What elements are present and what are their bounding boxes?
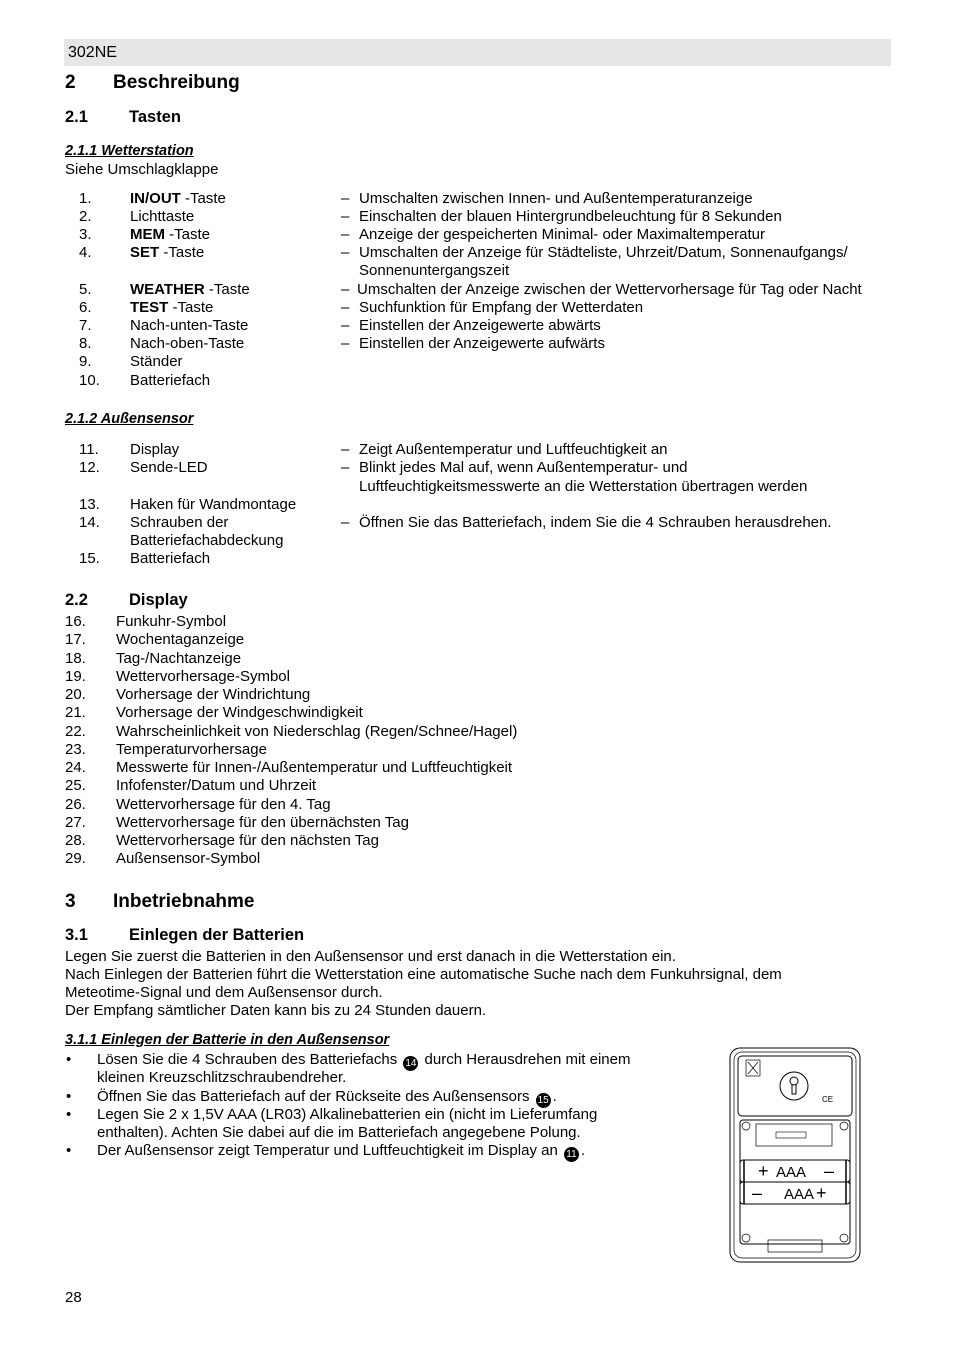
list-item <box>0 208 954 226</box>
battery-label: AAA <box>784 1186 815 1203</box>
bullet-icon: • <box>66 1051 72 1068</box>
item-number: 24. <box>65 759 86 776</box>
paragraph: Meteotime-Signal und dem Außensensor durch. <box>65 984 383 1001</box>
subsection-title: Display <box>129 591 188 609</box>
item-name-text: Nach-unten-Taste <box>130 317 249 334</box>
item-name <box>130 335 244 353</box>
item-name: Funkuhr-Symbol <box>116 613 227 630</box>
ref-number-icon: 14 <box>405 1058 417 1069</box>
item-number: 6. <box>79 299 92 316</box>
item-name-text: Nach-oben-Taste <box>130 335 245 352</box>
subsubsection-title: 2.1.1 Wetterstation <box>65 143 194 159</box>
page-number: 28 <box>65 1289 82 1306</box>
item-name-text: -Taste <box>180 190 226 207</box>
dash-separator: – <box>341 226 350 243</box>
list-item <box>0 759 954 777</box>
bullet-text: Der Außensensor zeigt Temperatur und Luftfeuchtigkeit im Display an 11 . <box>97 1142 586 1160</box>
item-number: 17. <box>65 631 86 649</box>
bullet-icon: • <box>66 1106 72 1123</box>
item-name <box>130 190 226 208</box>
dash-separator: – <box>341 281 350 298</box>
item-name-bold: TEST <box>130 299 169 316</box>
dash-separator: – <box>341 208 350 225</box>
subsection-number: 3.1 <box>65 926 88 944</box>
dash-separator: – <box>341 190 350 207</box>
list-item <box>0 244 954 279</box>
item-name: Wettervorhersage für den 4. Tag <box>116 795 331 813</box>
item-name: Wettervorhersage für den nächsten Tag <box>116 832 379 849</box>
item-name: Wettervorhersage für den übernächsten Tag <box>116 813 409 831</box>
battery-label: – <box>752 1183 763 1203</box>
list-item <box>0 335 954 353</box>
item-number: 27. <box>65 813 86 831</box>
item-name: Infofenster/Datum und Uhrzeit <box>116 777 317 795</box>
battery-label: – <box>824 1161 835 1181</box>
list-item <box>0 441 954 459</box>
ref-number-icon: 11 <box>564 1147 579 1162</box>
list-item <box>0 496 954 514</box>
item-description: Einstellen der Anzeigewerte aufwärts <box>359 335 605 352</box>
bullet-text: Legen Sie 2 x 1,5V AAA (LR03) Alkalinebatterien ein (nicht im Lieferumfang <box>97 1106 598 1123</box>
item-description: Einstellen der Anzeigewerte abwärts <box>359 317 601 334</box>
list-item <box>0 514 954 549</box>
item-number: 16. <box>65 613 86 630</box>
item-number: 22. <box>65 722 86 740</box>
sensor-battery-compartment-illustration <box>726 1046 864 1264</box>
item-name-text: Batteriefach <box>130 372 211 389</box>
note-text: Siehe Umschlagklappe <box>65 161 219 178</box>
item-number: 11. <box>79 441 99 458</box>
item-description: Umschalten zwischen Innen- und Außentemperaturanzeige <box>359 190 753 207</box>
item-number: 9. <box>79 353 92 370</box>
item-number: 4. <box>79 244 92 261</box>
list-item <box>0 777 954 795</box>
dash-separator: – <box>341 317 350 334</box>
item-name: Sende-LED <box>130 459 208 476</box>
item-number: 5. <box>79 281 92 298</box>
section-title: Beschreibung <box>113 72 240 93</box>
item-name <box>130 299 213 317</box>
item-name-cont: Batteriefachabdeckung <box>130 532 284 549</box>
list-item <box>0 299 954 317</box>
item-name: Messwerte für Innen-/Außentemperatur und Luftfeuchtigkeit <box>116 759 513 776</box>
item-number: 13. <box>79 496 100 513</box>
item-number: 14. <box>79 514 100 531</box>
item-name: Tag-/Nachtanzeige <box>116 649 242 667</box>
list-item <box>0 459 954 495</box>
dash-separator: – <box>341 441 350 458</box>
list-item <box>0 796 954 814</box>
item-name: Haken für Wandmontage <box>130 496 297 513</box>
list-item <box>0 741 954 759</box>
list-item <box>0 550 954 568</box>
list-item <box>0 281 954 299</box>
item-name: Außensensor-Symbol <box>116 850 261 868</box>
list-item <box>0 190 954 208</box>
item-name: Display <box>130 441 180 458</box>
dash-separator: – <box>341 459 350 476</box>
item-number: 25. <box>65 777 86 795</box>
item-name-bold: SET <box>130 244 160 261</box>
paragraph: Der Empfang sämtlicher Daten kann bis zu 24 Stunden dauern. <box>65 1002 487 1019</box>
bullet-text: kleinen Kreuzschlitzschraubendreher. <box>97 1069 347 1086</box>
bullet-icon: • <box>66 1142 72 1159</box>
bullet-text: Lösen Sie die 4 Schrauben des Batteriefachs 14 durch Herausdrehen mit einem <box>97 1051 631 1069</box>
item-number: 12. <box>79 459 100 476</box>
paragraph: Nach Einlegen der Batterien führt die Wetterstation eine automatische Suche nach dem Funkuhrsignal, dem <box>65 966 782 983</box>
list-item <box>0 226 954 244</box>
item-name-text: -Taste <box>165 226 211 243</box>
list-item <box>0 372 954 390</box>
item-name-text: Ständer <box>130 353 183 370</box>
dash-separator: – <box>341 335 350 352</box>
item-name: Wochentaganzeige <box>116 631 245 649</box>
battery-label: AAA <box>776 1164 807 1181</box>
item-description: Anzeige der gespeicherten Minimal- oder Maximaltemperatur <box>359 226 766 243</box>
item-name-bold: WEATHER <box>130 281 205 298</box>
list-item <box>0 723 954 741</box>
subsection-number: 2.2 <box>65 591 88 609</box>
item-name-bold: IN/OUT <box>130 190 181 207</box>
item-description: Zeigt Außentemperatur und Luftfeuchtigkeit an <box>359 441 668 458</box>
list-item <box>0 704 954 722</box>
item-number: 18. <box>65 649 86 667</box>
dash-separator: – <box>341 514 350 531</box>
model-header-bar <box>64 39 891 66</box>
item-number: 28. <box>65 832 86 849</box>
item-description: Öffnen Sie das Batteriefach, indem Sie die 4 Schrauben herausdrehen. <box>359 514 832 531</box>
item-name: Batteriefach <box>130 550 211 567</box>
dash-separator: – <box>341 244 350 261</box>
list-item <box>0 631 954 649</box>
list-item <box>0 650 954 668</box>
item-number: 2. <box>79 208 92 225</box>
list-item <box>0 353 954 371</box>
item-name: Vorhersage der Windrichtung <box>116 686 311 703</box>
item-name <box>130 244 204 262</box>
subsection-number: 2.1 <box>65 108 88 126</box>
item-name: Wahrscheinlichkeit von Niederschlag (Regen/Schnee/Hagel) <box>116 722 518 740</box>
item-number: 15. <box>79 550 100 567</box>
item-name <box>130 353 183 371</box>
list-item <box>0 317 954 335</box>
subsection-title: Tasten <box>129 108 181 126</box>
item-description: Blinkt jedes Mal auf, wenn Außentemperatur- und <box>359 459 688 476</box>
battery-label: + <box>758 1161 769 1181</box>
subsection-title: Einlegen der Batterien <box>129 926 305 944</box>
item-description: Umschalten der Anzeige zwischen der Wettervorhersage für Tag oder Nacht <box>357 281 862 298</box>
dash-separator: – <box>341 299 350 316</box>
item-name <box>130 226 210 244</box>
item-description: Einschalten der blauen Hintergrundbeleuchtung für 8 Sekunden <box>359 208 782 225</box>
item-number: 3. <box>79 226 92 243</box>
item-name: Vorhersage der Windgeschwindigkeit <box>116 704 363 722</box>
item-description-cont: Sonnenuntergangszeit <box>359 262 510 279</box>
item-name-text: Lichttaste <box>130 208 195 225</box>
list-item <box>0 668 954 686</box>
list-item <box>0 814 954 832</box>
item-number: 8. <box>79 335 92 352</box>
item-number: 20. <box>65 686 86 703</box>
item-number: 29. <box>65 850 86 868</box>
list-item <box>0 832 954 850</box>
item-description: Umschalten der Anzeige für Städteliste, Uhrzeit/Datum, Sonnenaufgangs/ <box>359 244 848 261</box>
paragraph: Legen Sie zuerst die Batterien in den Außensensor und erst danach in die Wetterstation ein. <box>65 948 676 965</box>
battery-label: + <box>816 1183 827 1203</box>
item-description-cont: Luftfeuchtigkeitsmesswerte an die Wetterstation übertragen werden <box>359 478 808 495</box>
list-item <box>0 613 954 631</box>
item-description: Suchfunktion für Empfang der Wetterdaten <box>359 299 644 316</box>
item-name <box>130 208 194 226</box>
item-name-text: -Taste <box>204 281 250 298</box>
section-number: 2 <box>65 72 76 93</box>
bullet-text: Öffnen Sie das Batteriefach auf der Rückseite des Außensensors 15 . <box>97 1088 557 1106</box>
section-number: 3 <box>65 891 76 912</box>
item-name-text: -Taste <box>159 244 205 261</box>
item-number: 19. <box>65 667 86 685</box>
bullet-icon: • <box>66 1088 72 1105</box>
ce-mark: CE <box>822 1095 834 1104</box>
model-number: 302NE <box>68 44 117 61</box>
item-number: 7. <box>79 317 92 334</box>
section-title: Inbetriebnahme <box>113 891 255 912</box>
item-number: 26. <box>65 795 86 813</box>
item-name <box>130 317 248 335</box>
list-item <box>0 850 954 868</box>
item-name <box>130 281 250 299</box>
ref-number-icon: 15 <box>537 1095 549 1106</box>
bullet-text: enthalten). Achten Sie dabei auf die im Batteriefach angegebene Polung. <box>97 1124 581 1141</box>
item-name: Schrauben der <box>130 514 229 531</box>
item-number: 10. <box>79 372 100 389</box>
subsubsection-title: 3.1.1 Einlegen der Batterie in den Außensensor <box>65 1032 390 1048</box>
item-number: 23. <box>65 740 86 758</box>
item-name: Wettervorhersage-Symbol <box>116 667 290 685</box>
item-number: 1. <box>79 190 92 207</box>
list-item <box>0 686 954 704</box>
item-number: 21. <box>65 704 86 722</box>
item-name <box>130 372 210 390</box>
item-name-text: -Taste <box>168 299 214 316</box>
item-name-bold: MEM <box>130 226 165 243</box>
item-name: Temperaturvorhersage <box>116 740 267 758</box>
subsubsection-title: 2.1.2 Außensensor <box>65 411 194 427</box>
